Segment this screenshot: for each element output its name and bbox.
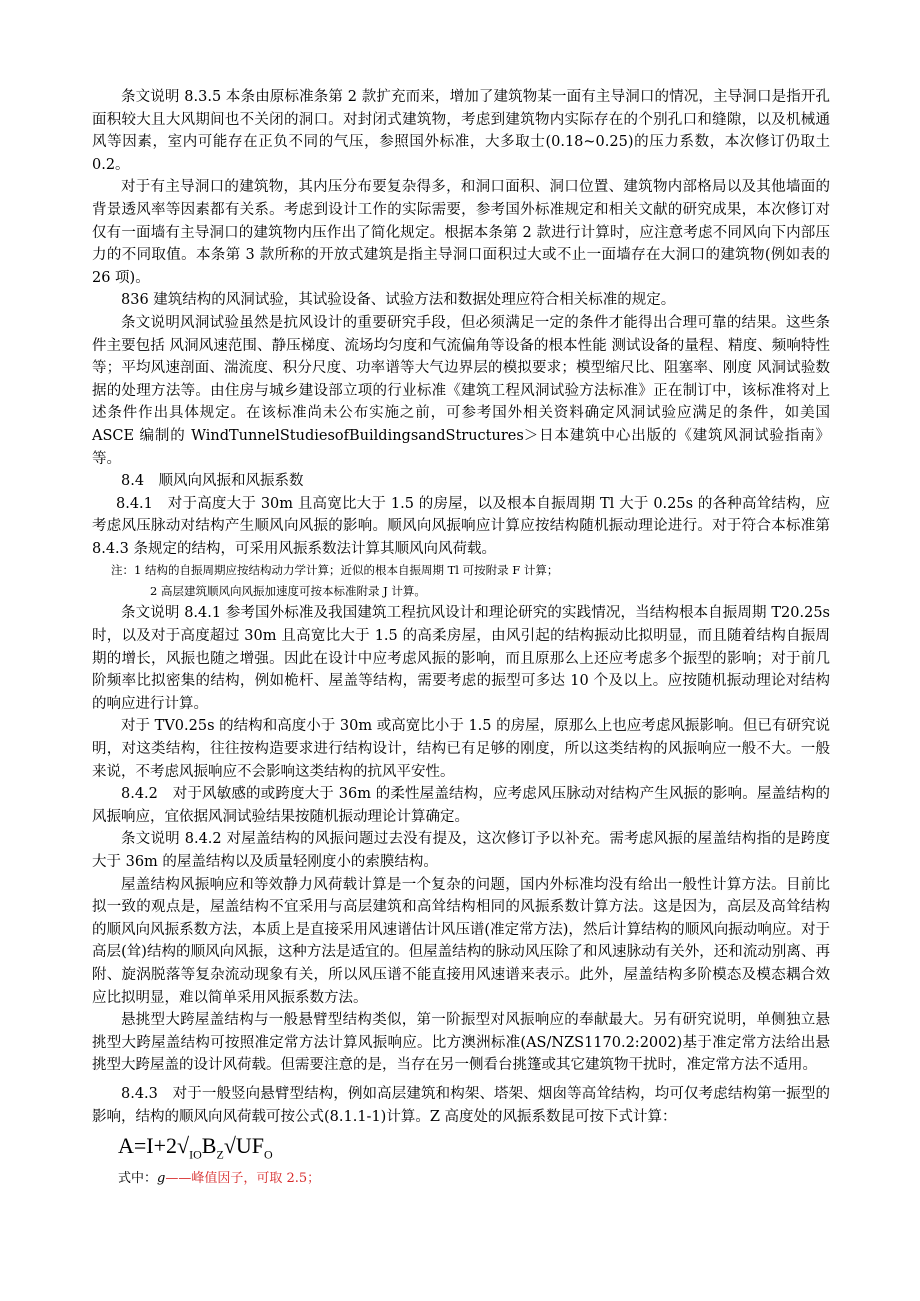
where-symbol: g (157, 1170, 166, 1186)
where-description: ——峰值因子，可取 2.5； (165, 1170, 321, 1186)
paragraph-wind-tunnel-explanation: 条文说明风洞试验虽然是抗风设计的重要研究手段，但必须满足一定的条件才能得出合理可靠的结果。这些条件主要包括 风洞风速范围、静压梯度、流场均匀度和气流偏角等设备的根本性能 测试设备的量程、精度、频响特性等；平均风速剖面、湍流度、积分尺度、功率谱等大气边界层的模拟要求；模型缩尺比、阻塞率、刚度 风洞试验数据的处理方法等。由住房与城乡建设部立项的行业标准《建筑工程风洞试验方法标准》正在制订中，该标准将对上述条件作出具体规定。在该标准尚未公布实施之前，可参考国外相关资料确定风洞试验应满足的条件，如美国 ASCE 编制的 WindTunnelStudiesofBuildingsandStructures＞日本建筑中心出版的《建筑风洞试验指南》等。 (92, 314, 830, 467)
where-prefix: 式中： (118, 1170, 158, 1186)
formula-mid: B (201, 1133, 217, 1159)
formula-sub-1: IO (189, 1147, 202, 1162)
paragraph-dominant-opening: 对于有主导洞口的建筑物，其内压分布要复杂得多，和洞口面积、洞口位置、建筑物内部格局以及其他墙面的背景透风率等因素都有关系。考虑到设计工作的实际需要，参考国外标准规定和相关文献的研究成果，本次修订对仅有一面墙有主导洞口的建筑物内压作出了简化规定。根据本条第 2 款进行计算时，应注意考虑不同风向下内部压力的不同取值。本条第 3 款所称的开放式建筑是指主导洞口面积过大或不止一面墙存在大洞口的建筑物(例如表的 26 项)。 (92, 179, 830, 286)
document-page (92, 86, 830, 1189)
formula-lhs: A=I+2 (118, 1133, 178, 1159)
clause-8-4-3: 8.4.3 对于一般竖向悬臂型结构，例如高层建筑和构架、塔架、烟囱等高耸结构，均可仅考虑结构第一振型的影响，结构的顺风向风荷载可按公式(8.1.1-1)计算。Z 高度处的风振系数昆可按下式计算： (92, 1085, 830, 1125)
wind-vibration-formula (118, 1132, 830, 1168)
note-2: 2 高层建筑顺风向风振加速度可按本标准附录 J 计算。 (150, 584, 426, 599)
clause-8-3-6: 836 建筑结构的风洞试验，其试验设备、试验方法和数据处理应符合相关标准的规定。 (121, 292, 676, 309)
paragraph-short-period-structures: 对于 TV0.25s 的结构和高度小于 30m 或高宽比小于 1.5 的房屋，原那么上也应考虑风振影响。但已有研究说明，对这类结构，往往按构造要求进行结构设计，结构已有足够的刚度，所以这类结构的风振响应一般不大。一般来说，不考虑风振响应不会影响这类结构的抗风平安性。 (92, 718, 830, 780)
note-1: 注：1 结构的自振周期应按结构动力学计算；近似的根本自振周期 Tl 可按附录 F 计算； (111, 563, 559, 578)
paragraph-8-3-5-explanation: 条文说明 8.3.5 本条由原标准条第 2 款扩充而来，增加了建筑物某一面有主导洞口的情况，主导洞口是指开孔面积较大且大风期间也不关闭的洞口。对封闭式建筑物，考虑到建筑物内实际存在的个别孔口和缝隙，以及机械通风等因素，室内可能存在正负不同的气压，参照国外标准，大多取士(0.18~0.25)的压力系数，本次修订仍取土 0.2。 (92, 89, 830, 173)
formula-sub-3: O (264, 1147, 273, 1162)
section-heading-8-4: 8.4 顺风向风振和风振系数 (121, 473, 304, 490)
paragraph-8-4-2-explanation: 条文说明 8.4.2 对屋盖结构的风振问题过去没有提及，这次修订予以补充。需考虑风振的屋盖结构指的是跨度大于 36m 的屋盖结构以及质量轻刚度小的索膜结构。 (92, 831, 830, 870)
paragraph-8-4-1-explanation: 条文说明 8.4.1 参考国外标准及我国建筑工程抗风设计和理论研究的实践情况，当结构根本自振周期 T20.25s 时，以及对于高度超过 30m 且高宽比大于 1.5 的高柔房屋，由风引起的结构振动比拟明显，而且随着结构自振周期的增长，风振也随之增强。因此在设计中应考虑风振的影响，而且原那么上还应考虑多个振型的影响；对于前几阶频率比拟密集的结构，例如桅杆、屋盖等结构，需要考虑的振型可多达 10 个及以上。应按随机振动理论对结构的响应进行计算。 (92, 605, 830, 712)
formula-where-line (118, 1169, 830, 1189)
formula-sub-2: Z (216, 1147, 224, 1162)
formula-rest: UF (235, 1133, 265, 1159)
paragraph-roof-wind-response: 屋盖结构风振响应和等效静力风荷载计算是一个复杂的问题，国内外标准均没有给出一般性计算方法。目前比拟一致的观点是，屋盖结构不宜采用与高层建筑和高耸结构相同的风振系数计算方法。这是因为，高层及高耸结构的顺风向风振系数方法，本质上是直接采用风速谱估计风压谱(准定常方法)，然后计算结构的顺风向振动响应。对于高层(耸)结构的顺风向风振，这种方法是适宜的。但屋盖结构的脉动风压除了和风速脉动有关外，还和流动别离、再附、旋涡脱落等复杂流动现象有关，所以风压谱不能直接用风速谱来表示。此外，屋盖结构多阶模态及模态耦合效应比拟明显，难以简单采用风振系数方法。 (92, 876, 830, 1006)
clause-8-4-1: 8.4.1 对于高度大于 30m 且高宽比大于 1.5 的房屋，以及根本自振周期 Tl 大于 0.25s 的各种高耸结构，应考虑风压脉动对结构产生顺风向风振的影响。顺风向风振响应计算应按结构随机振动理论进行。对于符合本标准第 8.4.3 条规定的结构，可采用风振系数法计算其顺风向风荷载。 (92, 495, 830, 557)
paragraph-cantilever-roof: 悬挑型大跨屋盖结构与一般悬臂型结构类似，第一阶振型对风振响应的奉献最大。另有研究说明，单侧独立悬挑型大跨屋盖结构可按照准定常方法计算风振响应。比方澳洲标准(AS/NZS1170.2:2002)基于准定常方法给出悬挑型大跨屋盖的设计风荷载。但需要注意的是，当存在另一侧看台挑篷或其它建筑物干扰时，准定常方法不适用。 (92, 1012, 830, 1074)
sqrt-symbol-2: √ (223, 1133, 236, 1159)
clause-8-4-2: 8.4.2 对于风敏感的或跨度大于 36m 的柔性屋盖结构，应考虑风压脉动对结构产生风振的影响。屋盖结构的风振响应，宜依据风洞试验结果按随机振动理论计算确定。 (92, 786, 830, 825)
sqrt-symbol-1: √ (177, 1133, 190, 1159)
